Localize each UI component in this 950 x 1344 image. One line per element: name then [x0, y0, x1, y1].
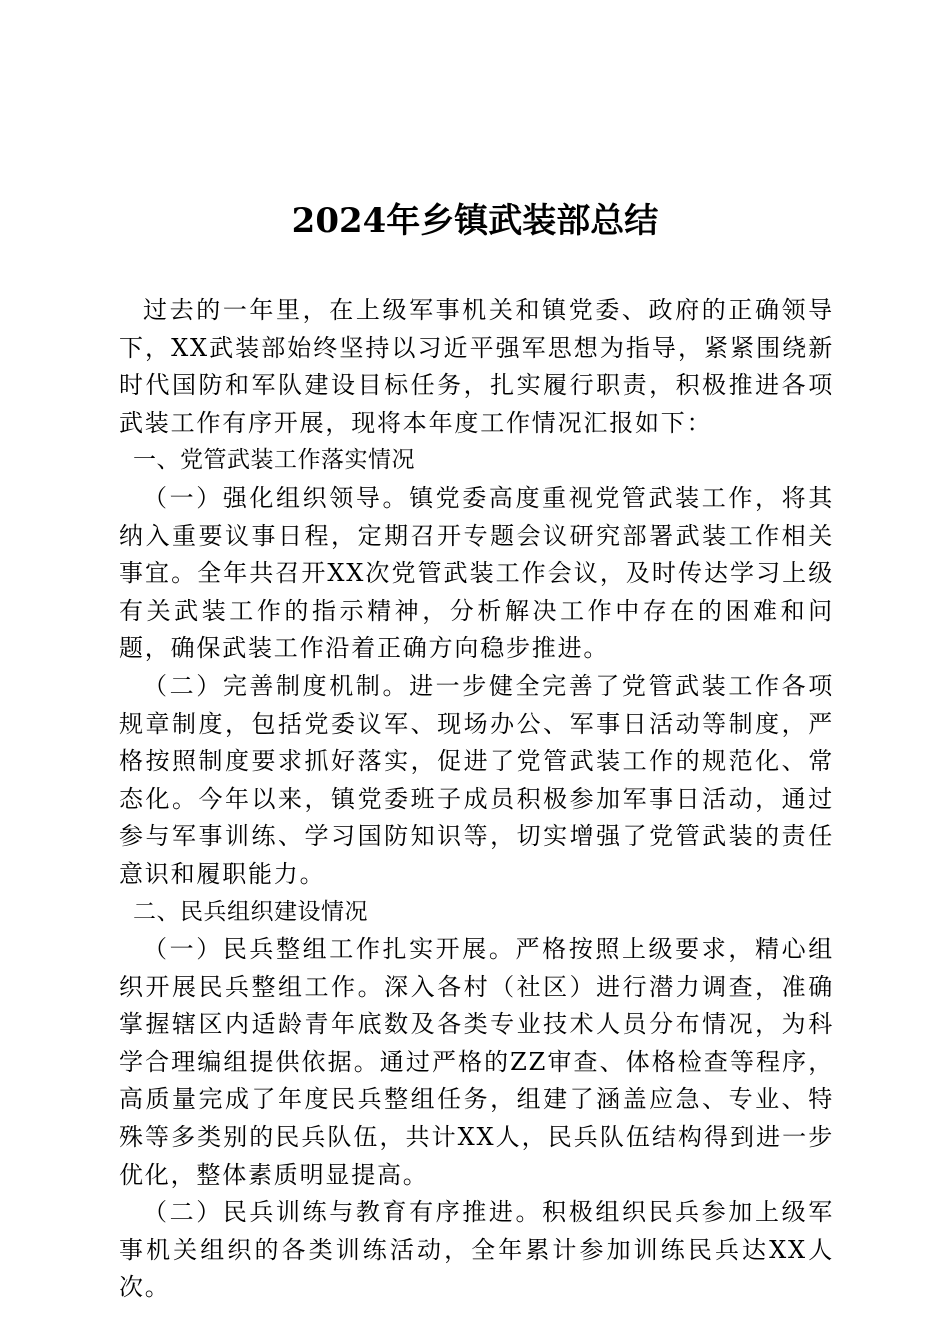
section-1-heading: 一、党管武装工作落实情况 [133, 447, 415, 474]
section-1-paragraph-2-lead: （二）完善制度机制。 [143, 671, 410, 700]
section-1-paragraph-1 [119, 480, 834, 668]
section-1-paragraph-2 [119, 668, 834, 894]
document-body [119, 292, 834, 1307]
section-2-paragraph-2 [119, 1194, 834, 1307]
section-1-paragraph-2-text: 进一步健全完善了党管武装工作各项规章制度，包括党委议军、现场办公、军事日活动等制度，严格按照制度要求抓好落实，促进了党管武装工作的规范化、常态化。今年以来，镇党委班子成员积极参加军事日活动，通过参与军事训练、学习国防知识等，切实增强了党管武装的责任意识和履职能力。 [119, 671, 834, 888]
intro-paragraph: 过去的一年里，在上级军事机关和镇党委、政府的正确领导下，XX武装部始终坚持以习近平强军思想为指导，紧紧围绕新时代国防和军队建设目标任务，扎实履行职责，积极推进各项武装工作有序开展，现将本年度工作情况汇报如下： [119, 296, 834, 437]
section-2-paragraph-1 [119, 931, 834, 1194]
section-2-paragraph-1-lead: （一）民兵整组工作扎实开展。 [143, 935, 516, 964]
document-title: 2024年乡镇武装部总结 [291, 201, 659, 241]
section-2-paragraph-2-lead: （二）民兵训练与教育有序推进。 [143, 1198, 543, 1227]
section-2-paragraph-1-text: 严格按照上级要求，精心组织开展民兵整组工作。深入各村（社区）进行潜力调查，准确掌握辖区内适龄青年底数及各类专业技术人员分布情况，为科学合理编组提供依据。通过严格的ZZ审查、体格检查等程序，高质量完成了年度民兵整组任务，组建了涵盖应急、专业、特殊等多类别的民兵队伍，共计XX人，民兵队伍结构得到进一步优化，整体素质明显提高。 [119, 935, 834, 1189]
section-1-paragraph-1-lead: （一）强化组织领导。 [143, 483, 410, 512]
section-2-paragraph-2-text: 积极组织民兵参加上级军事机关组织的各类训练活动，全年累计参加训练民兵达XX人次。 [119, 1198, 834, 1302]
section-1-paragraph-1-text: 镇党委高度重视党管武装工作，将其纳入重要议事日程，定期召开专题会议研究部署武装工作相关事宜。全年共召开XX次党管武装工作会议，及时传达学习上级有关武装工作的指示精神，分析解决工作中存在的困难和问题，确保武装工作沿着正确方向稳步推进。 [119, 483, 834, 663]
section-2-heading: 二、民兵组织建设情况 [133, 898, 368, 925]
